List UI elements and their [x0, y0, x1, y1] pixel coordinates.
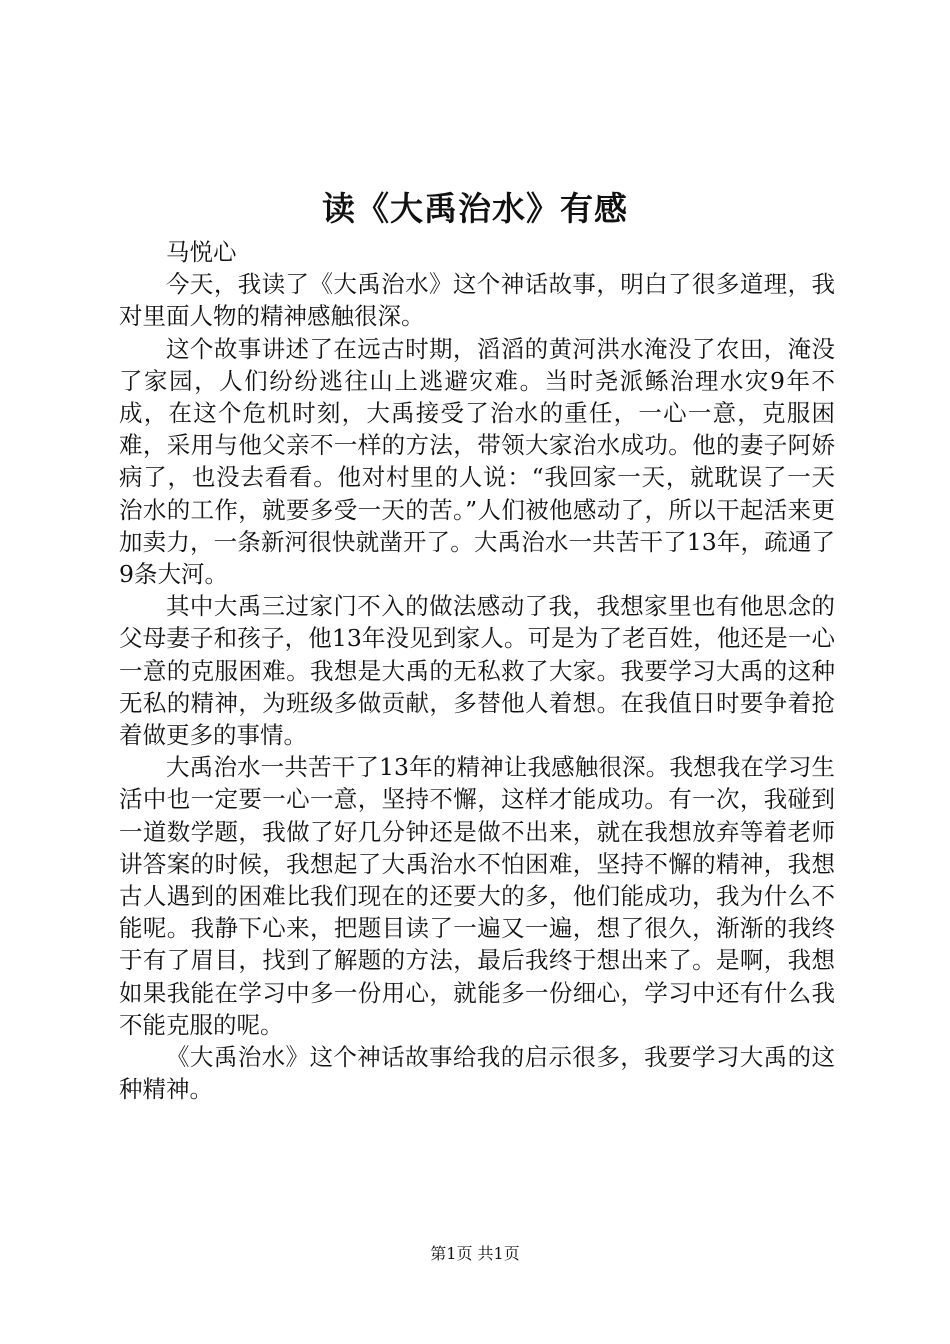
paragraph-2: 这个故事讲述了在远古时期，滔滔的黄河洪水淹没了农田，淹没了家园，人们纷纷逃往山上逃避灾难。当时尧派鲧治理水灾9年不成，在这个危机时刻，大禹接受了治水的重任，一心一意，克服困难，采用与他父亲不一样的方法，带领大家治水成功。他的妻子阿娇病了，也没去看看。他对村里的人说：“我回家一天，就耽误了一天治水的工作，就要多受一天的苦。”人们被他感动了，所以干起活来更加卖力，一条新河很快就凿开了。大禹治水一共苦干了13年，疏通了9条大河。 [119, 334, 835, 589]
page-footer: 第1页 共1页 [430, 1244, 520, 1263]
paragraph-4: 大禹治水一共苦干了13年的精神让我感触很深。我想我在学习生活中也一定要一心一意，坚持不懈，这样才能成功。有一次，我碰到一道数学题，我做了好几分钟还是做不出来，就在我想放弃等着老师讲答案的时候，我想起了大禹治水不怕困难，坚持不懈的精神，我想古人遇到的困难比我们现在的还要大的多，他们能成功，我为什么不能呢。我静下心来，把题目读了一遍又一遍，想了很久，渐渐的我终于有了眉目，找到了解题的方法，最后我终于想出来了。是啊，我想如果我能在学习中多一份用心，就能多一份细心，学习中还有什么我不能克服的呢。 [119, 753, 835, 1039]
paragraph-3: 其中大禹三过家门不入的做法感动了我，我想家里也有他思念的父母妻子和孩子，他13年没见到家人。可是为了老百姓，他还是一心一意的克服困难。我想是大禹的无私救了大家。我要学习大禹的这种无私的精神，为班级多做贡献，多替他人着想。在我值日时要争着抢着做更多的事情。 [119, 592, 835, 750]
paragraph-5: 《大禹治水》这个神话故事给我的启示很多，我要学习大禹的这种精神。 [119, 1043, 835, 1104]
paragraph-1: 今天，我读了《大禹治水》这个神话故事，明白了很多道理，我对里面人物的精神感触很深。 [119, 270, 835, 331]
document-body [119, 236, 835, 1105]
document-title: 读《大禹治水》有感 [322, 189, 628, 228]
author-name: 马悦心 [166, 238, 237, 266]
